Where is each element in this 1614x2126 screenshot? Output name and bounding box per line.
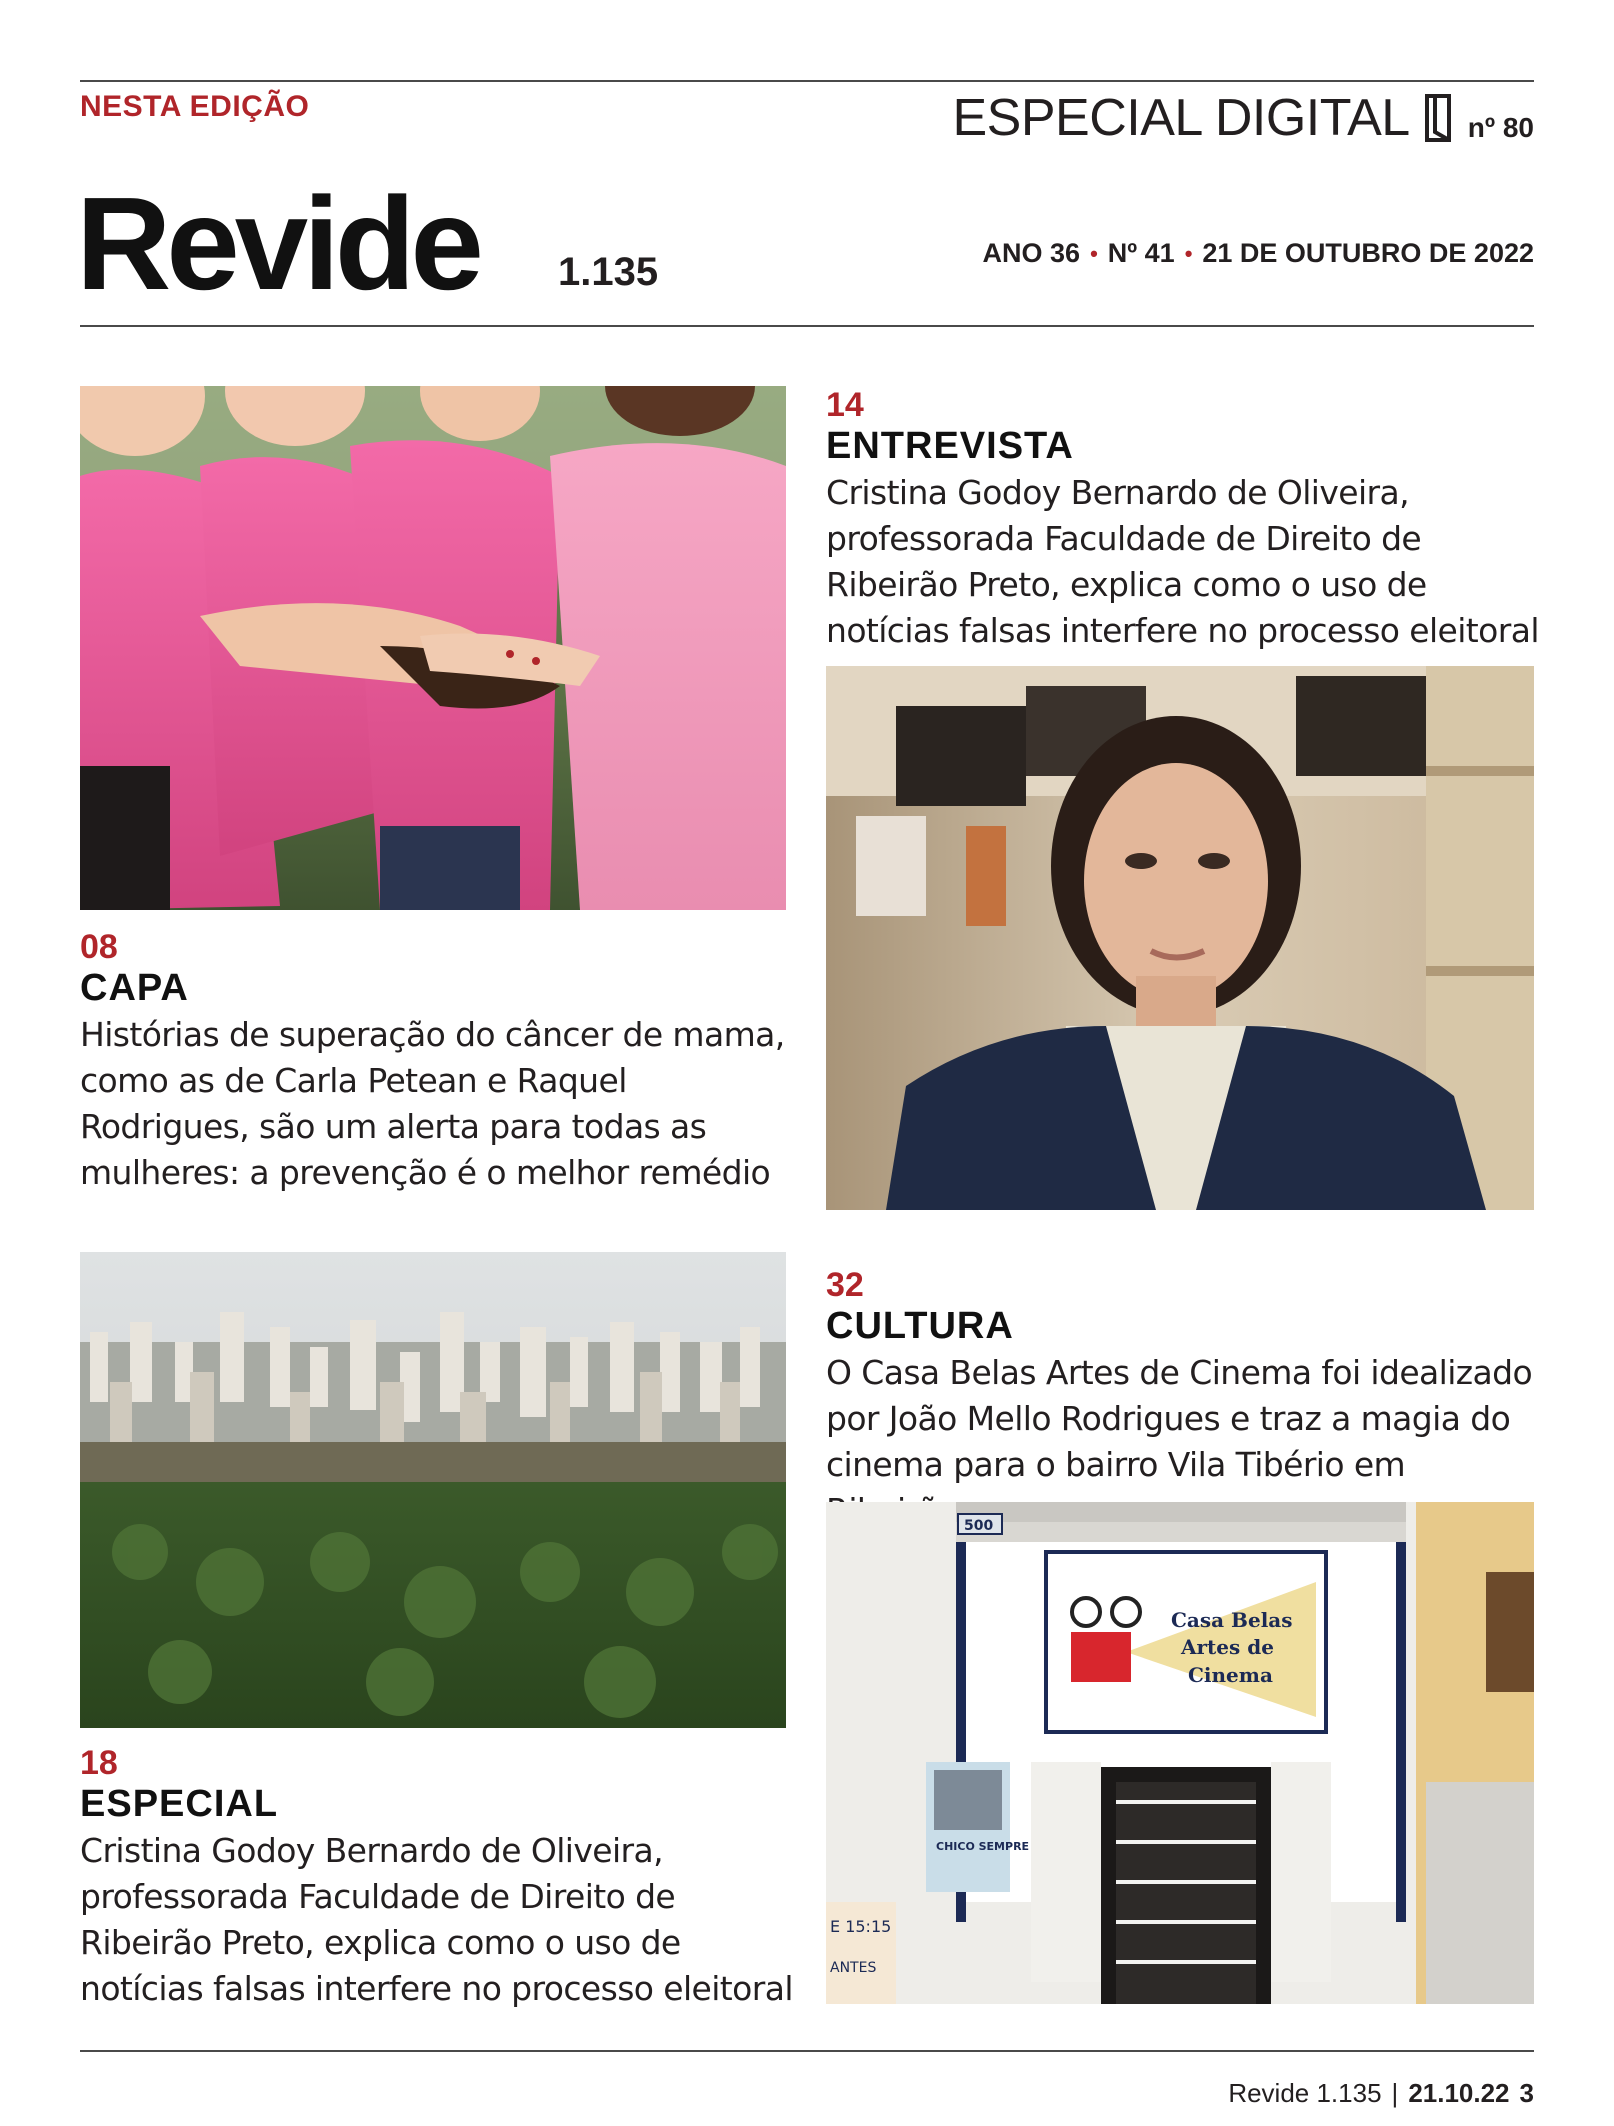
cinema-sign-text: Casa Belas — [1171, 1608, 1293, 1632]
issue-number: 1.135 — [558, 250, 659, 294]
svg-text:ANTES: ANTES — [830, 1960, 877, 1976]
article-summary: Cristina Godoy Bernardo de Oliveira, professorada Faculdade de Direito de Ribeirão Preto, explica como o uso de notícias falsas interfere no processo eleitoral — [80, 1831, 793, 2008]
article-page-number: 08 — [80, 928, 118, 966]
svg-text:Cinema: Cinema — [1188, 1663, 1273, 1687]
article-title: ESPECIAL — [80, 1783, 279, 1825]
article-especial[interactable] — [80, 1744, 800, 2012]
article-capa[interactable] — [80, 928, 800, 1196]
special-digital-number: nº 80 — [1467, 112, 1534, 143]
issue-date-line — [983, 238, 1534, 269]
date-label: 21 DE OUTUBRO DE 2022 — [1202, 238, 1534, 268]
top-rule — [80, 80, 1534, 82]
header-rule — [80, 325, 1534, 327]
year-label: ANO 36 — [982, 238, 1081, 268]
footer-page-number: 3 — [1519, 2078, 1534, 2108]
article-page-number: 32 — [826, 1266, 864, 1304]
article-title: CAPA — [80, 967, 189, 1009]
section-label: NESTA EDIÇÃO — [80, 90, 310, 123]
door-number: 500 — [964, 1518, 994, 1534]
article-summary: Histórias de superação do câncer de mama, como as de Carla Petean e Raquel Rodrigues, são um alerta para todas as mulheres: a prevenção é o melhor remédio — [80, 1015, 785, 1192]
bottom-rule — [80, 2050, 1534, 2052]
capa-photo — [80, 386, 786, 910]
svg-text:Artes de: Artes de — [1181, 1635, 1274, 1659]
article-title: ENTREVISTA — [826, 425, 1074, 467]
footer-separator: | — [1391, 2078, 1399, 2108]
number-label: Nº 41 — [1107, 238, 1175, 268]
article-summary: Cristina Godoy Bernardo de Oliveira, professorada Faculdade de Direito de Ribeirão Preto, explica como o uso de notícias falsas interfere no processo eleitoral — [826, 473, 1539, 650]
svg-text:E 15:15: E 15:15 — [830, 1917, 892, 1936]
magazine-logo: Revide — [76, 170, 479, 317]
especial-photo — [80, 1252, 786, 1728]
special-digital-header — [952, 89, 1534, 147]
poster-text: CHICO SEMPRE — [936, 1840, 1030, 1853]
footer-publication: Revide 1.135 — [1228, 2078, 1382, 2108]
page-footer — [1228, 2078, 1534, 2109]
cultura-photo — [826, 1502, 1534, 2004]
article-cultura[interactable] — [826, 1266, 1546, 1534]
entrevista-photo — [826, 666, 1534, 1210]
document-icon — [1424, 92, 1454, 144]
footer-date: 21.10.22 — [1408, 2078, 1510, 2108]
special-digital-label: ESPECIAL DIGITAL — [952, 89, 1410, 147]
article-title: CULTURA — [826, 1305, 1014, 1347]
separator-dot: • — [1184, 240, 1193, 266]
separator-dot: • — [1090, 240, 1098, 266]
article-entrevista[interactable] — [826, 386, 1546, 654]
article-page-number: 14 — [826, 386, 864, 424]
article-page-number: 18 — [80, 1744, 118, 1782]
article-summary: O Casa Belas Artes de Cinema foi idealizado por João Mello Rodrigues e traz a magia do cinema para o bairro Vila Tibério em — [826, 1353, 1533, 1484]
